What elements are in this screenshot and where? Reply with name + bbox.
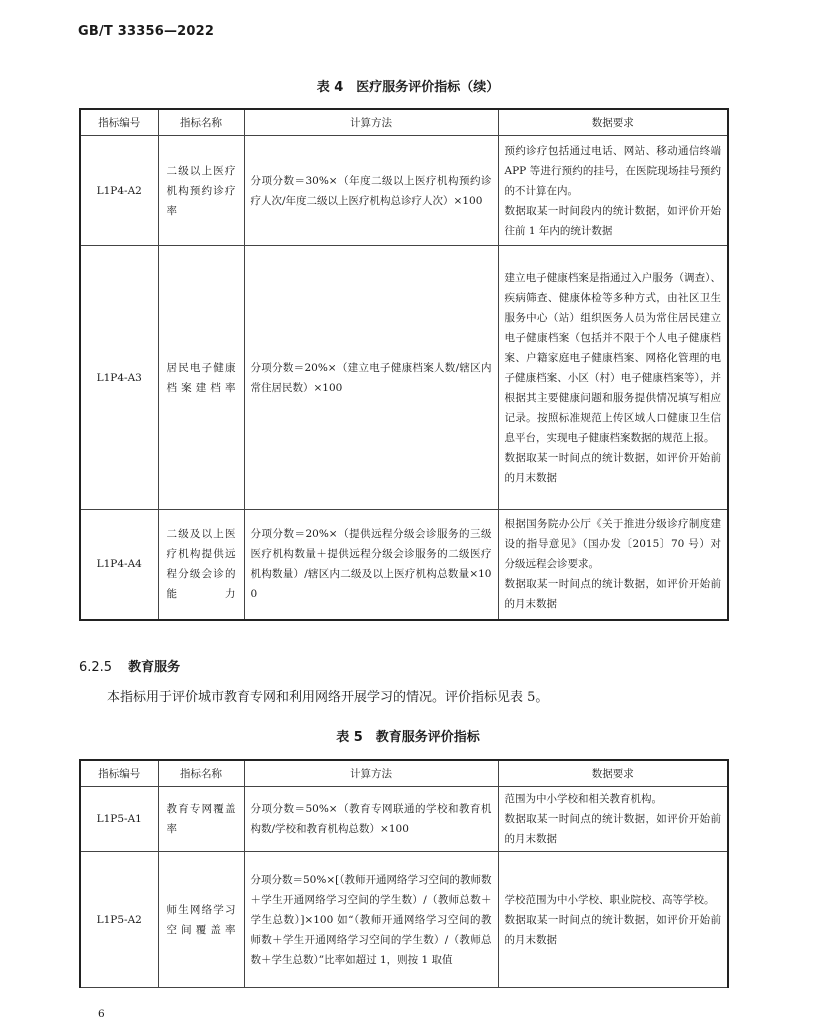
data-requirements xyxy=(498,246,728,510)
table4-header-row xyxy=(80,109,728,136)
requirement-line: 数据取某一时间点的统计数据，如评价开始前的月末数据 xyxy=(504,913,721,946)
requirement-line: 学校范围为中小学校、职业院校、高等学校。 xyxy=(504,893,715,906)
section-paragraph: 本指标用于评价城市教育专网和利用网络开展学习的情况。评价指标见表 5。 xyxy=(107,690,549,705)
table-row xyxy=(80,246,728,510)
table-row xyxy=(80,510,728,620)
indicator-name: 二级及以上医疗机构提供远程分级会诊的能力 xyxy=(158,510,244,620)
requirement-line: 数据取某一时间段内的统计数据，如评价开始往前 1 年内的统计数据 xyxy=(504,204,721,237)
column-header: 数据要求 xyxy=(498,109,728,136)
table5-header-row xyxy=(80,760,728,787)
calculation-method: 分项分数＝20%×（建立电子健康档案人数/辖区内常住居民数）×100 xyxy=(244,246,498,510)
table-row xyxy=(80,136,728,246)
column-header: 数据要求 xyxy=(498,760,728,787)
requirement-line: 数据取某一时间点的统计数据，如评价开始前的月末数据 xyxy=(504,578,721,611)
indicator-name: 教育专网覆盖率 xyxy=(158,787,244,852)
requirement-line: 预约诊疗包括通过电话、网站、移动通信终端 APP 等进行预约的挂号，在医院现场挂号预约的不计算在内。 xyxy=(504,144,721,197)
column-header: 指标编号 xyxy=(80,760,158,787)
requirement-line: 数据取某一时间点的统计数据，如评价开始前的月末数据 xyxy=(504,451,721,484)
table-row xyxy=(80,852,728,988)
section-heading xyxy=(79,656,180,675)
calculation-method: 分项分数＝50%×（教育专网联通的学校和教育机构数/学校和教育机构总数）×100 xyxy=(244,787,498,852)
table4-title: 表 4 医疗服务评价指标（续） xyxy=(316,80,500,95)
table-row xyxy=(80,787,728,852)
requirement-line: 建立电子健康档案是指通过入户服务（调查）、疾病筛查、健康体检等多种方式，由社区卫生服务中心（站）组织医务人员为常住居民建立电子健康档案（包括并不限于个人电子健康档案、户籍家庭电子健康档案、网格化管理的电子健康档案、小区（村）电子健康档案等），并根据其主要健康问题和服务提供情况填写相应记录。按照标准规范上传区域人口健康卫生信息平台，实现电子健康档案数据的规范上报。 xyxy=(504,271,721,444)
indicator-code: L1P5-A1 xyxy=(80,787,158,852)
requirement-line: 范围为中小学校和相关教育机构。 xyxy=(504,793,662,805)
column-header: 指标名称 xyxy=(158,109,244,136)
indicator-code: L1P5-A2 xyxy=(80,852,158,988)
page-number: 6 xyxy=(98,1008,105,1020)
section-number: 6.2.5 xyxy=(79,660,113,675)
indicator-name: 居民电子健康档案建档率 xyxy=(158,246,244,510)
calculation-method: 分项分数＝20%×（提供远程分级会诊服务的三级医疗机构数量＋提供远程分级会诊服务的二级医疗机构数量）/辖区内二级及以上医疗机构总数量×100 xyxy=(244,510,498,620)
indicator-name: 师生网络学习空间覆盖率 xyxy=(158,852,244,988)
indicator-name: 二级以上医疗机构预约诊疗率 xyxy=(158,136,244,246)
calculation-method: 分项分数＝50%×[（教师开通网络学习空间的教师数＋学生开通网络学习空间的学生数）/（教师总数＋学生总数）]×100 如“（教师开通网络学习空间的教师数＋学生开通网络学习空间的学生数）/（教师总数＋学生总数）”比率如超过 1，则按 1 取值 xyxy=(244,852,498,988)
indicator-code: L1P4-A2 xyxy=(80,136,158,246)
data-requirements xyxy=(498,136,728,246)
table4 xyxy=(79,108,729,621)
section-title: 教育服务 xyxy=(128,660,181,675)
requirement-line: 根据国务院办公厅《关于推进分级诊疗制度建设的指导意见》（国办发〔2015〕70 号）对分级远程会诊要求。 xyxy=(504,518,721,571)
data-requirements xyxy=(498,787,728,852)
data-requirements xyxy=(498,510,728,620)
column-header: 计算方法 xyxy=(244,109,498,136)
column-header: 指标编号 xyxy=(80,109,158,136)
standard-code: GB/T 33356—2022 xyxy=(78,24,215,39)
table5-title: 表 5 教育服务评价指标 xyxy=(336,730,480,745)
indicator-code: L1P4-A3 xyxy=(80,246,158,510)
data-requirements xyxy=(498,852,728,988)
calculation-method: 分项分数＝30%×（年度二级以上医疗机构预约诊疗人次/年度二级以上医疗机构总诊疗人次）×100 xyxy=(244,136,498,246)
table5 xyxy=(79,759,729,988)
column-header: 计算方法 xyxy=(244,760,498,787)
requirement-line: 数据取某一时间点的统计数据，如评价开始前的月末数据 xyxy=(504,813,721,845)
column-header: 指标名称 xyxy=(158,760,244,787)
indicator-code: L1P4-A4 xyxy=(80,510,158,620)
